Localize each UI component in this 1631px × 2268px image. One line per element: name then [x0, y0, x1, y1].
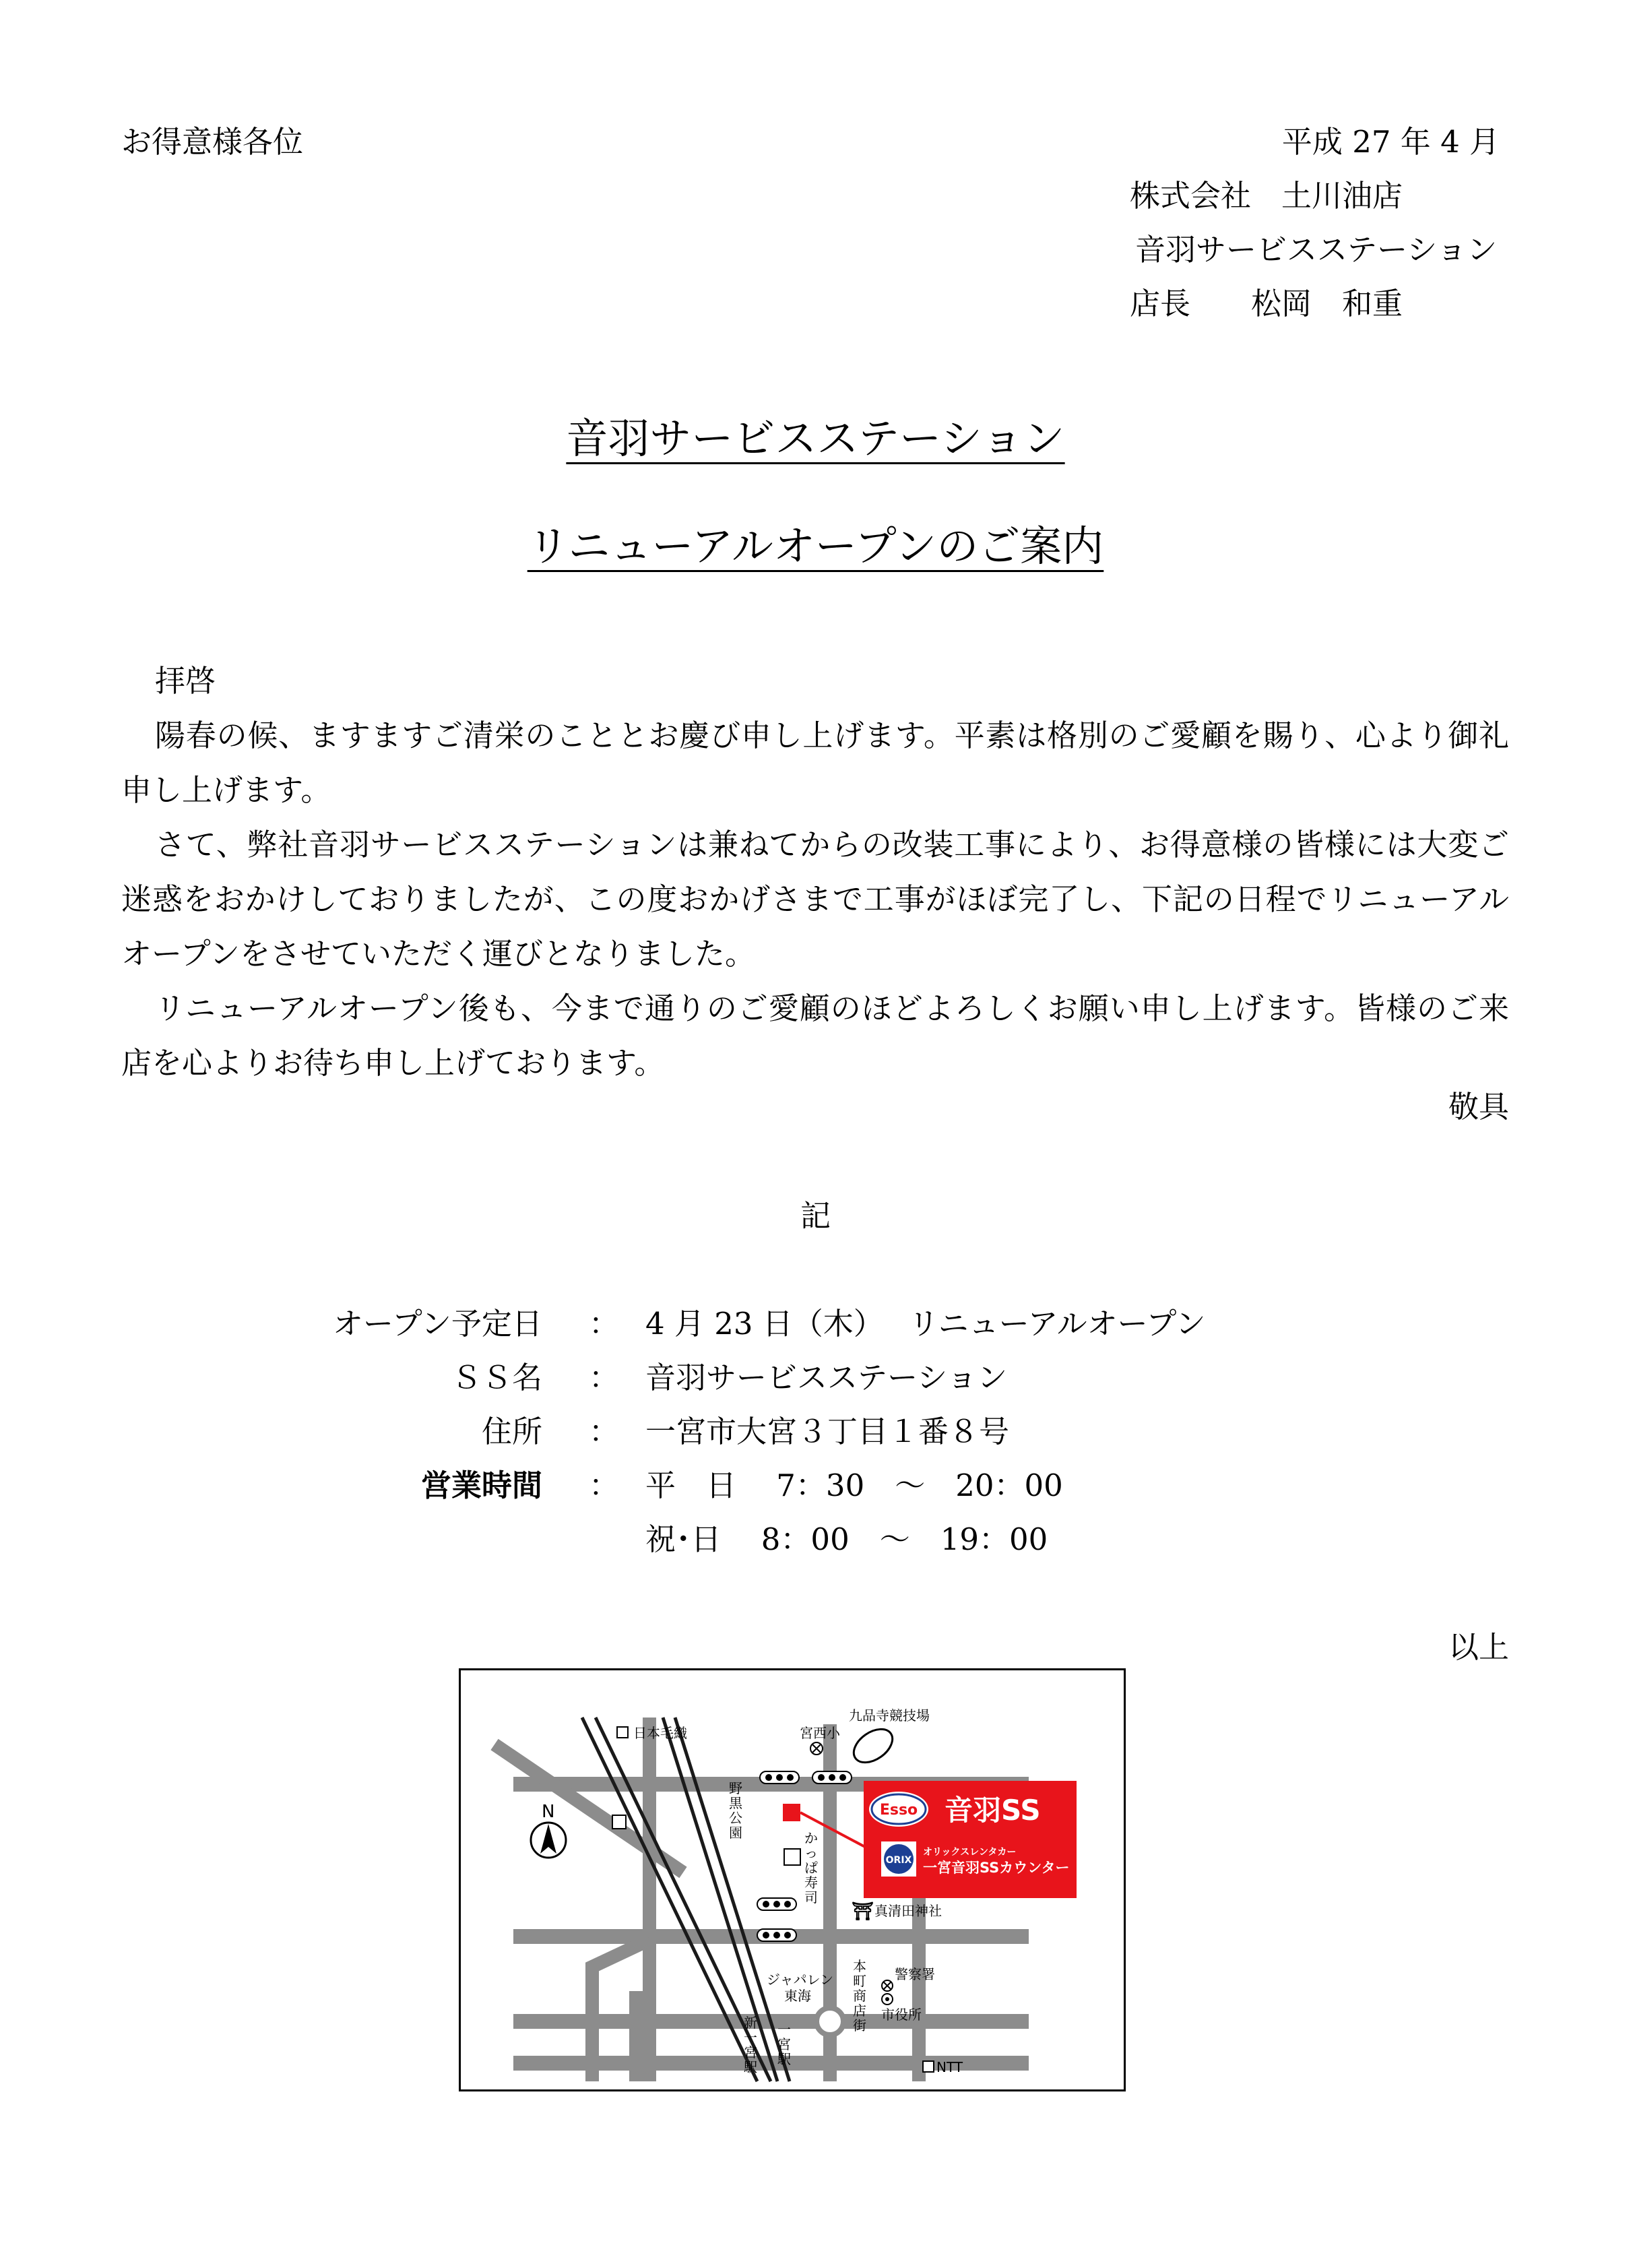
label-ntt: NTT: [936, 2059, 963, 2075]
label-miyanishi: 宮西小: [800, 1725, 840, 1741]
page-title: 音羽サービスステーション: [566, 414, 1065, 463]
otowa-ss-label: 音羽SS: [945, 1794, 1041, 1827]
signal-dot: [776, 1774, 783, 1781]
ki-heading: 記: [800, 1198, 831, 1234]
colon: ：: [589, 1306, 620, 1342]
label-cityhall: 市役所: [881, 2007, 922, 2023]
company-name: 株式会社 土川油店: [1130, 178, 1403, 214]
signal-dot: [773, 1932, 780, 1939]
north-label: N: [542, 1802, 555, 1822]
road-vertical-left: [643, 1718, 656, 2081]
label-noguro-park: [729, 1780, 743, 1841]
signal-dot: [763, 1901, 769, 1908]
label-ichinomiya-station-char: 宮: [777, 2036, 791, 2052]
paragraph-2: さて、弊社音羽サービスステーションは兼ねてからの改装工事により、お得意様の皆様には大変ご迷惑をおかけしておりましたが、この度おかげさまで工事がほぼ完了し、下記の日程でリニューアルオープンをさせていただく運びとなりました。: [121, 827, 1509, 972]
open-date-label: オープン予定日: [333, 1306, 542, 1342]
label-shin-ichinomiya-station-char: 宮: [744, 2044, 757, 2060]
cityhall-icon-dot: [885, 1997, 889, 2001]
signal-dot: [839, 1774, 846, 1781]
paragraph-3: リニューアルオープン後も、今まで通りのご愛顧のほどよろしくお願い申し上げます。皆様のご来店を心よりお待ち申し上げております。: [121, 990, 1509, 1081]
signal-dot: [784, 1901, 791, 1908]
orix-counter-label: 一宮音羽SSカウンター: [923, 1860, 1070, 1876]
signal-dot: [829, 1774, 835, 1781]
label-hommachi-street-char: 店: [853, 2003, 866, 2019]
label-japaren: ジャパレン: [767, 1972, 834, 1988]
label-shin-ichinomiya-station-char: 新: [744, 2015, 757, 2031]
label-ichinomiya-station-char: 一: [777, 2021, 791, 2038]
signal-dot: [784, 1932, 791, 1939]
building-marker: [617, 1727, 628, 1738]
label-police: 警察署: [895, 1966, 935, 1982]
stadium-icon: [848, 1722, 898, 1769]
label-ichinomiya-station: [777, 2021, 791, 2067]
label-kappa-sushi-char: か: [804, 1830, 818, 1846]
label-kappa-sushi-char: 寿: [804, 1875, 818, 1891]
label-hommachi-street: [853, 1958, 866, 2034]
label-kuhonji: 九品寺競技場: [849, 1707, 930, 1724]
signal-dot: [818, 1774, 825, 1781]
greeting: 拝啓: [155, 663, 216, 699]
label-noguro-park-char: 園: [729, 1825, 742, 1841]
hours-label: 営業時間: [420, 1468, 542, 1503]
label-noguro-park-char: 黒: [729, 1795, 742, 1811]
label-tokai: 東海: [784, 1988, 811, 2004]
address-label: 住所: [481, 1414, 542, 1449]
shrine-icon: ⛩: [852, 1901, 874, 1922]
label-hommachi-street-char: 商: [853, 1988, 866, 2004]
label-kappa-sushi-char: ぱ: [804, 1860, 818, 1876]
building-marker: [612, 1815, 626, 1829]
label-hommachi-street-char: 本: [853, 1958, 866, 1974]
label-shin-ichinomiya-station: [743, 2015, 757, 2075]
orix-small-label: オリックスレンタカー: [923, 1847, 1017, 1858]
label-masumida: 真清田神社: [874, 1903, 942, 1919]
orix-logo-text: ORIX: [885, 1855, 912, 1866]
access-map-svg: [461, 1670, 1124, 2089]
ss-location-marker: [783, 1804, 800, 1821]
label-shin-ichinomiya-station-char: 駅: [744, 2059, 757, 2075]
building-marker: [923, 2061, 934, 2072]
recipient: お得意様各位: [121, 124, 304, 160]
signal-dot: [763, 1932, 769, 1939]
hours-holiday: 祝･日 8：00 ～ 19：00: [645, 1521, 1048, 1557]
signal-dot: [765, 1774, 772, 1781]
building-marker: [784, 1849, 800, 1865]
label-kappa-sushi-char: っ: [804, 1845, 818, 1861]
ss-name-value: 音羽サービスステーション: [645, 1360, 1008, 1395]
label-shin-ichinomiya-station-char: 一: [744, 2029, 757, 2046]
label-hommachi-street-char: 街: [853, 2017, 866, 2034]
paragraph-1: 陽春の候、ますますご清栄のこととお慶び申し上げます。平素は格別のご愛顧を賜り、心より御礼申し上げます。: [121, 718, 1509, 808]
page-subtitle: リニューアルオープンのご案内: [527, 522, 1104, 571]
road-vertical-station: [629, 1991, 643, 2081]
closing: 敬具: [1448, 1089, 1509, 1125]
access-map: [459, 1668, 1126, 2091]
date: 平成 27 年 4 月: [1281, 124, 1500, 160]
colon: ：: [589, 1360, 620, 1395]
label-hommachi-street-char: 町: [853, 1973, 866, 1989]
north-arrow-icon: [531, 1823, 566, 1858]
label-nihon-keori: 日本毛織: [633, 1725, 687, 1741]
manager-name: 店長 松岡 和重: [1130, 286, 1403, 321]
ss-name-label: ＳＳ名: [451, 1360, 542, 1395]
colon: ：: [589, 1414, 620, 1449]
label-noguro-park-char: 公: [729, 1810, 742, 1826]
colon: ：: [589, 1468, 620, 1503]
label-noguro-park-char: 野: [729, 1780, 742, 1796]
signal-dot: [787, 1774, 794, 1781]
roundabout-icon: [817, 2008, 843, 2035]
label-ichinomiya-station-char: 駅: [777, 2051, 791, 2067]
label-kappa-sushi-char: 司: [804, 1889, 818, 1905]
hours-weekday: 平 日 7：30 ～ 20：00: [645, 1468, 1063, 1503]
label-kappa-sushi: [804, 1830, 818, 1905]
end-mark: 以上: [1448, 1629, 1509, 1665]
station-name: 音羽サービスステーション: [1135, 232, 1498, 267]
address-value: 一宮市大宮３丁目１番８号: [645, 1414, 1010, 1449]
signal-dot: [773, 1901, 780, 1908]
vertical-labels: [729, 1780, 866, 2075]
open-date-value: 4 月 23 日（木） リニューアルオープン: [645, 1306, 1206, 1342]
esso-logo-text: Esso: [879, 1802, 918, 1819]
